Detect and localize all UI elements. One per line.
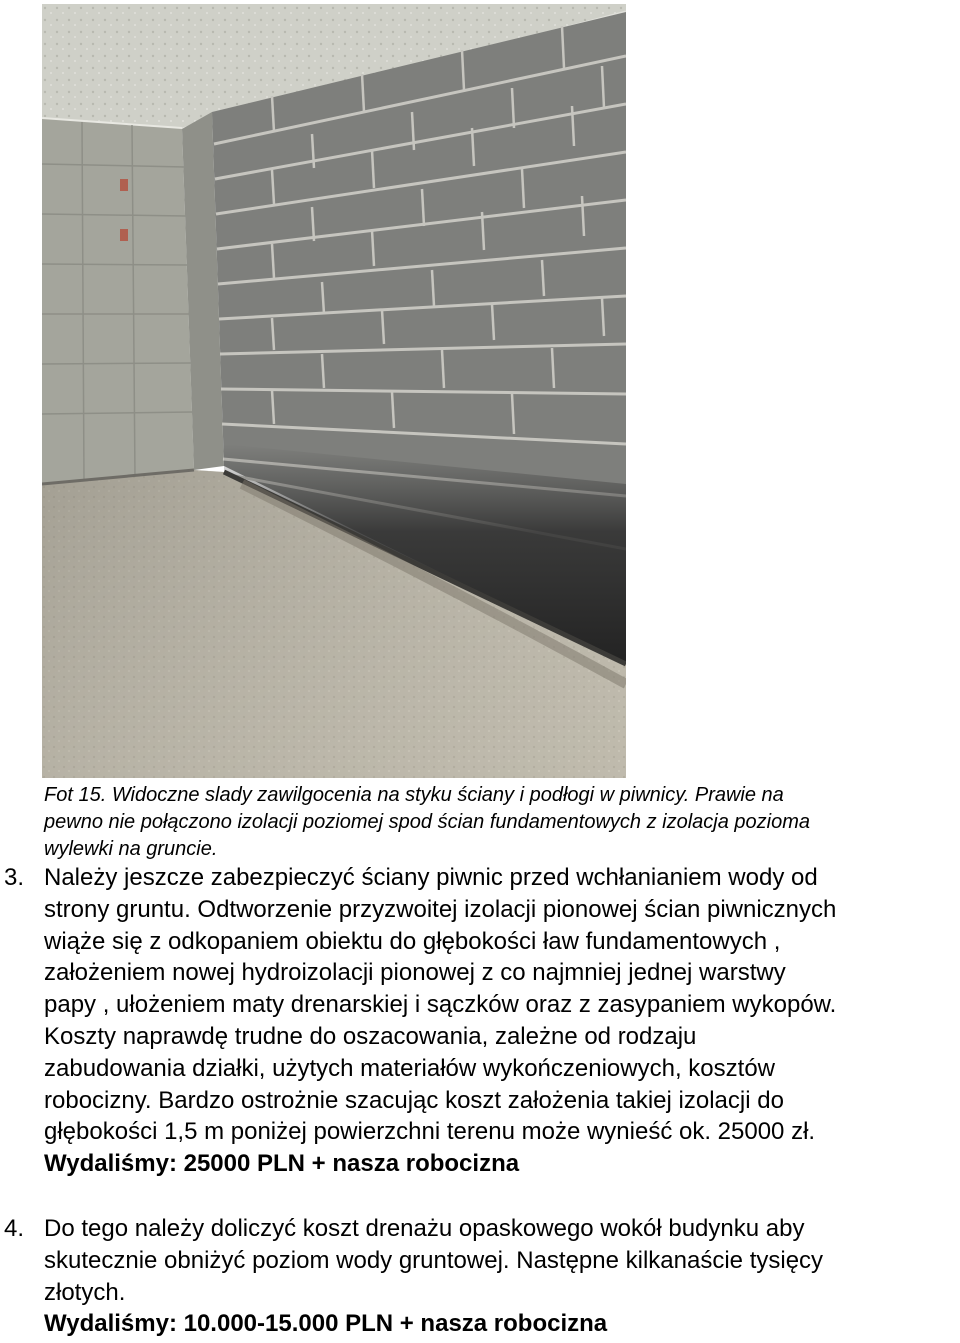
text-line: papy , ułożeniem maty drenarskiej i sączków oraz z zasypaniem wykopów. bbox=[44, 991, 837, 1019]
text-line: strony gruntu. Odtworzenie przyzwoitej izolacji pionowej ścian piwnicznych bbox=[44, 895, 837, 923]
list-number: 3. bbox=[4, 864, 25, 891]
paragraph-3 bbox=[0, 862, 960, 1180]
paragraph-4 bbox=[0, 1213, 960, 1340]
cost-summary: Wydaliśmy: 25000 PLN + nasza robocizna bbox=[44, 1150, 520, 1178]
text-line: głębokości 1,5 m poniżej powierzchni terenu może wynieść ok. 25000 zł. bbox=[44, 1118, 816, 1146]
caption-line: Fot 15. Widoczne slady zawilgocenia na styku ściany i podłogi w piwnicy. Prawie na bbox=[44, 784, 784, 806]
figure-caption bbox=[44, 782, 944, 863]
text-line: złotych. bbox=[44, 1278, 126, 1306]
text-line: Należy jeszcze zabezpieczyć ściany piwnic przed wchłanianiem wody od bbox=[44, 864, 818, 891]
text-line: robocizny. Bardzo ostrożnie szacując koszt założenia takiej izolacji do bbox=[44, 1086, 784, 1114]
text-line: wiąże się z odkopaniem obiektu do głębokości ław fundamentowych , bbox=[44, 927, 781, 955]
text-line: skutecznie obniżyć poziom wody gruntowej. Następne kilkanaście tysięcy bbox=[44, 1246, 824, 1274]
basement-wall-photo bbox=[42, 4, 626, 778]
caption-line: pewno nie połączono izolacji poziomej spod ścian fundamentowych z izolacja pozioma bbox=[44, 811, 810, 833]
text-line: zabudowania działki, użytych materiałów wykończeniowych, kosztów bbox=[44, 1054, 775, 1082]
text-line: założeniem nowej hydroizolacji pionowej z co najmniej jednej warstwy bbox=[44, 959, 786, 987]
text-line: Koszty naprawdę trudne do oszacowania, zależne od rodzaju bbox=[44, 1022, 697, 1050]
list-number: 4. bbox=[4, 1215, 25, 1242]
text-line: Do tego należy doliczyć koszt drenażu opaskowego wokół budynku aby bbox=[44, 1215, 805, 1242]
cost-summary: Wydaliśmy: 10.000-15.000 PLN + nasza robocizna bbox=[44, 1310, 608, 1338]
caption-line: wylewki na gruncie. bbox=[44, 838, 218, 860]
